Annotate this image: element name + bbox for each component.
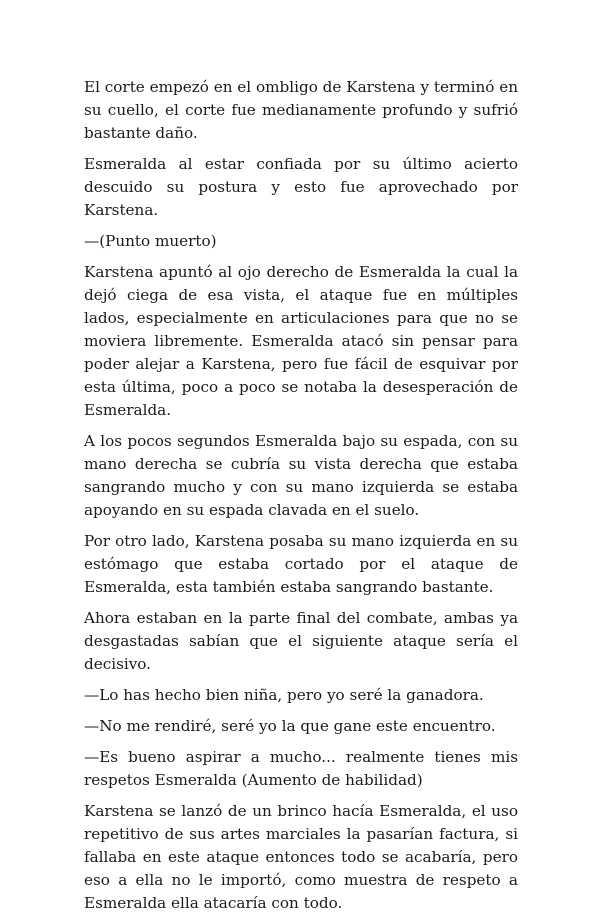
dialogue-line-1: —Lo has hecho bien niña, pero yo seré la ganadora.	[84, 686, 484, 704]
paragraph-2: Esmeralda al estar confiada por su último acierto descuido su postura y esto fue aprovechado por Karstena.	[84, 155, 518, 219]
dialogue-line-3: —Es bueno aspirar a mucho... realmente tienes mis respetos Esmeralda (Aumento de habilidad)	[84, 748, 518, 789]
page-body	[84, 76, 518, 923]
dialogue-punto-muerto: —(Punto muerto)	[84, 232, 217, 250]
paragraph-5: Por otro lado, Karstena posaba su mano izquierda en su estómago que estaba cortado por el ataque de Esmeralda, esta también estaba sangrando bastante.	[84, 532, 518, 596]
paragraph-6: Ahora estaban en la parte final del combate, ambas ya desgastadas sabían que el siguiente ataque sería el decisivo.	[84, 609, 518, 673]
paragraph-7: Karstena se lanzó de un brinco hacía Esmeralda, el uso repetitivo de sus artes marciales la pasarían factura, si fallaba en este ataque entonces todo se acabaría, pero eso a ella no le importó, como muestra de respeto a Esmeralda ella atacaría con todo.	[84, 802, 518, 912]
dialogue-line-2: —No me rendiré, seré yo la que gane este encuentro.	[84, 717, 496, 735]
paragraph-1: El corte empezó en el ombligo de Karstena y terminó en su cuello, el corte fue medianamente profundo y sufrió bastante daño.	[84, 78, 518, 142]
paragraph-3: Karstena apuntó al ojo derecho de Esmeralda la cual la dejó ciega de esa vista, el ataque fue en múltiples lados, especialmente en articulaciones para que no se moviera libremente. Esmeralda atacó sin pensar para poder alejar a Karstena, pero fue fácil de esquivar por esta última, poco a poco se notaba la desesperación de Esmeralda.	[84, 263, 518, 419]
paragraph-4: A los pocos segundos Esmeralda bajo su espada, con su mano derecha se cubría su vista derecha que estaba sangrando mucho y con su mano izquierda se estaba apoyando en su espada clavada en el suelo.	[84, 432, 518, 519]
